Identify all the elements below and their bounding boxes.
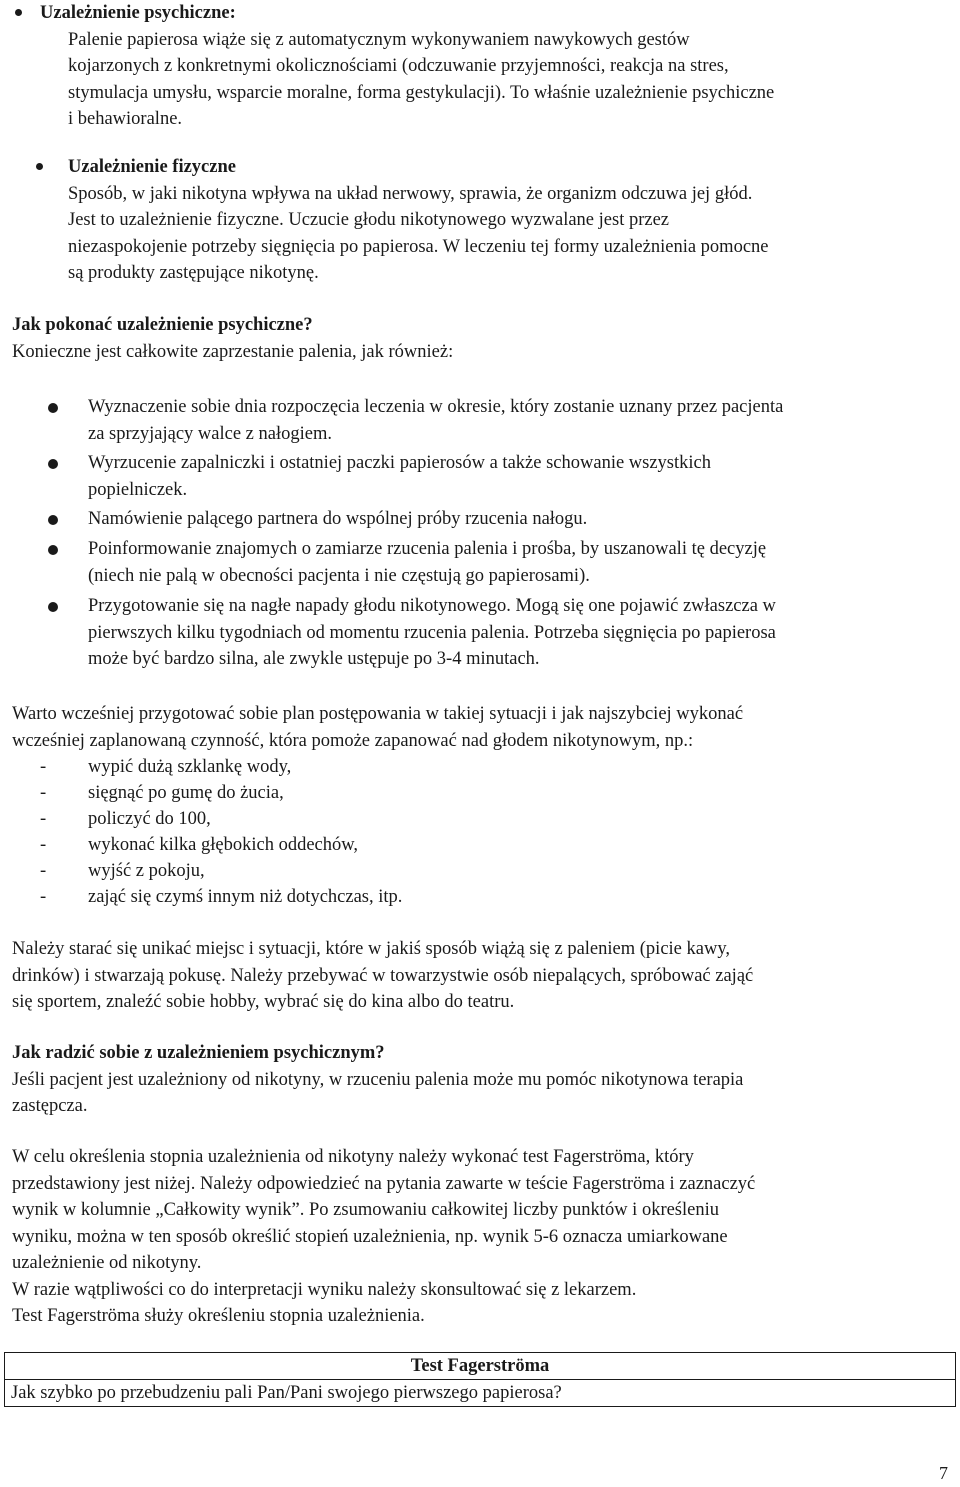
bullet-dot: [48, 515, 58, 525]
paragraph-avoid: [12, 936, 948, 1016]
text-line: Warto wcześniej przygotować sobie plan postępowania w takiej sytuacji i jak najszybciej wykonać: [12, 704, 744, 724]
section-heading: Jak radzić sobie z uzależnieniem psychicznym?: [12, 1043, 385, 1063]
text-line: wynik w kolumnie „Całkowity wynik”. Po zsumowaniu całkowitej liczby punktów i określeniu: [12, 1200, 720, 1220]
list-item: [88, 536, 950, 589]
bullet-dot: [48, 545, 58, 555]
text-line: Przygotowanie się na nagłe napady głodu nikotynowego. Mogą się one pojawić zwłaszcza w: [88, 596, 776, 616]
dash-marker: -: [40, 835, 47, 855]
heading-overcome: [12, 312, 948, 365]
text-line: się sportem, znaleźć sobie hobby, wybrać się do kina albo do teatru.: [12, 992, 515, 1012]
text-line: W razie wątpliwości co do interpretacji wyniku należy skonsultować się z lekarzem.: [12, 1279, 637, 1300]
dash-marker: -: [40, 861, 47, 881]
table-row: [5, 1353, 956, 1380]
dash-marker: -: [40, 783, 47, 803]
dash-item: policzyć do 100,: [88, 809, 211, 829]
heading-cope: [12, 1040, 948, 1120]
bullet-dot: [48, 459, 58, 469]
dash-item: zająć się czymś innym niż dotychczas, itp.: [88, 887, 403, 907]
list-item: [88, 506, 950, 533]
bullet-dot: [48, 403, 58, 413]
list-item: [88, 450, 950, 503]
text-line: drinków) i stwarzają pokusę. Należy przebywać w towarzystwie osób niepalących, spróbować zająć: [12, 965, 754, 986]
text-line: Test Fagerströma służy określeniu stopnia uzależnienia.: [12, 1306, 425, 1326]
text-line: Należy starać się unikać miejsc i sytuacji, które w jakiś sposób wiążą się z paleniem (picie kawy,: [12, 939, 730, 959]
dash-item: wyjść z pokoju,: [88, 861, 205, 881]
text-line: wyniku, można w ten sposób określić stopień uzależnienia, np. wynik 5-6 oznacza umiarkowane: [12, 1226, 728, 1247]
text-line: pierwszych kilku tygodniach od momentu rzucenia palenia. Potrzeba sięgnięcia po papierosa: [88, 622, 776, 643]
text-line: Wyznaczenie sobie dnia rozpoczęcia leczenia w okresie, który zostanie uznany przez pacjenta: [88, 397, 784, 417]
text-line: (niech nie palą w obecności pacjenta i nie częstują go papierosami).: [88, 565, 590, 586]
text-line: W celu określenia stopnia uzależnienia od nikotyny należy wykonać test Fagerströma, który: [12, 1147, 694, 1167]
text-line: są produkty zastępujące nikotynę.: [68, 263, 319, 283]
section-title: Uzależnienie psychiczne:: [40, 3, 236, 23]
dash-item: wypić dużą szklankę wody,: [88, 757, 292, 777]
section-psychological: [40, 0, 950, 133]
text-line: i behawioralne.: [68, 109, 183, 129]
table-question: Jak szybko po przebudzeniu pali Pan/Pani swojego pierwszego papierosa?: [5, 1380, 956, 1407]
text-line: Jest to uzależnienie fizyczne. Uczucie głodu nikotynowego wyzwalane jest przez: [68, 210, 669, 230]
text-line: Jeśli pacjent jest uzależniony od nikotyny, w rzuceniu palenia może mu pomóc nikotynowa terapia: [12, 1069, 744, 1090]
intro-text: Konieczne jest całkowite zaprzestanie palenia, jak również:: [12, 341, 454, 362]
dash-marker: -: [40, 809, 47, 829]
text-line: za sprzyjający walce z nałogiem.: [88, 423, 332, 444]
section-title: Uzależnienie fizyczne: [68, 157, 236, 177]
text-line: Poinformowanie znajomych o zamiarze rzucenia palenia i prośba, by uszanowali tę decyzję: [88, 539, 767, 559]
page-number: 7: [939, 1463, 948, 1483]
text-line: Wyrzucenie zapalniczki i ostatniej paczki papierosów a także schowanie wszystkich: [88, 453, 712, 473]
text-line: uzależnienie od nikotyny.: [12, 1253, 202, 1273]
dash-item: wykonać kilka głębokich oddechów,: [88, 835, 359, 855]
text-line: popielniczek.: [88, 479, 188, 500]
fagerstrom-table: [4, 1352, 956, 1407]
section-physical: [68, 154, 950, 287]
text-line: może być bardzo silna, ale zwykle ustępuje po 3-4 minutach.: [88, 649, 540, 669]
text-line: zastępcza.: [12, 1096, 88, 1116]
table-title: Test Fagerströma: [5, 1353, 956, 1380]
text-line: niezaspokojenie potrzeby sięgnięcia po papierosa. W leczeniu tej formy uzależnienia pomocne: [68, 236, 769, 257]
text-line: Namówienie palącego partnera do wspólnej próby rzucenia nałogu.: [88, 509, 588, 529]
paragraph-plan: [12, 701, 948, 754]
bullet-dot: [15, 9, 22, 16]
text-line: Sposób, w jaki nikotyna wpływa na układ nerwowy, sprawia, że organizm odczuwa jej głód.: [68, 183, 753, 204]
table-row: [5, 1380, 956, 1407]
bullet-dot: [48, 602, 58, 612]
text-line: Palenie papierosa wiąże się z automatycznym wykonywaniem nawykowych gestów: [68, 29, 690, 50]
paragraph-fagerstrom: [12, 1144, 948, 1330]
list-item: [88, 394, 950, 447]
text-line: przedstawiony jest niżej. Należy odpowiedzieć na pytania zawarte w teście Fagerströma i zaznaczyć: [12, 1173, 756, 1194]
list-item: [88, 593, 950, 673]
text-line: wcześniej zaplanowaną czynność, która pomoże zapanować nad głodem nikotynowym, np.:: [12, 730, 694, 751]
text-line: kojarzonych z konkretnymi okolicznościami (odczuwanie przyjemności, reakcja na stres,: [68, 56, 729, 76]
dash-marker: -: [40, 887, 47, 907]
dash-marker: -: [40, 757, 47, 777]
bullet-dot: [36, 163, 43, 170]
text-line: stymulacja umysłu, wsparcie moralne, forma gestykulacji). To właśnie uzależnienie psychiczne: [68, 82, 775, 103]
dash-item: sięgnąć po gumę do żucia,: [88, 783, 284, 803]
section-heading: Jak pokonać uzależnienie psychiczne?: [12, 315, 313, 335]
